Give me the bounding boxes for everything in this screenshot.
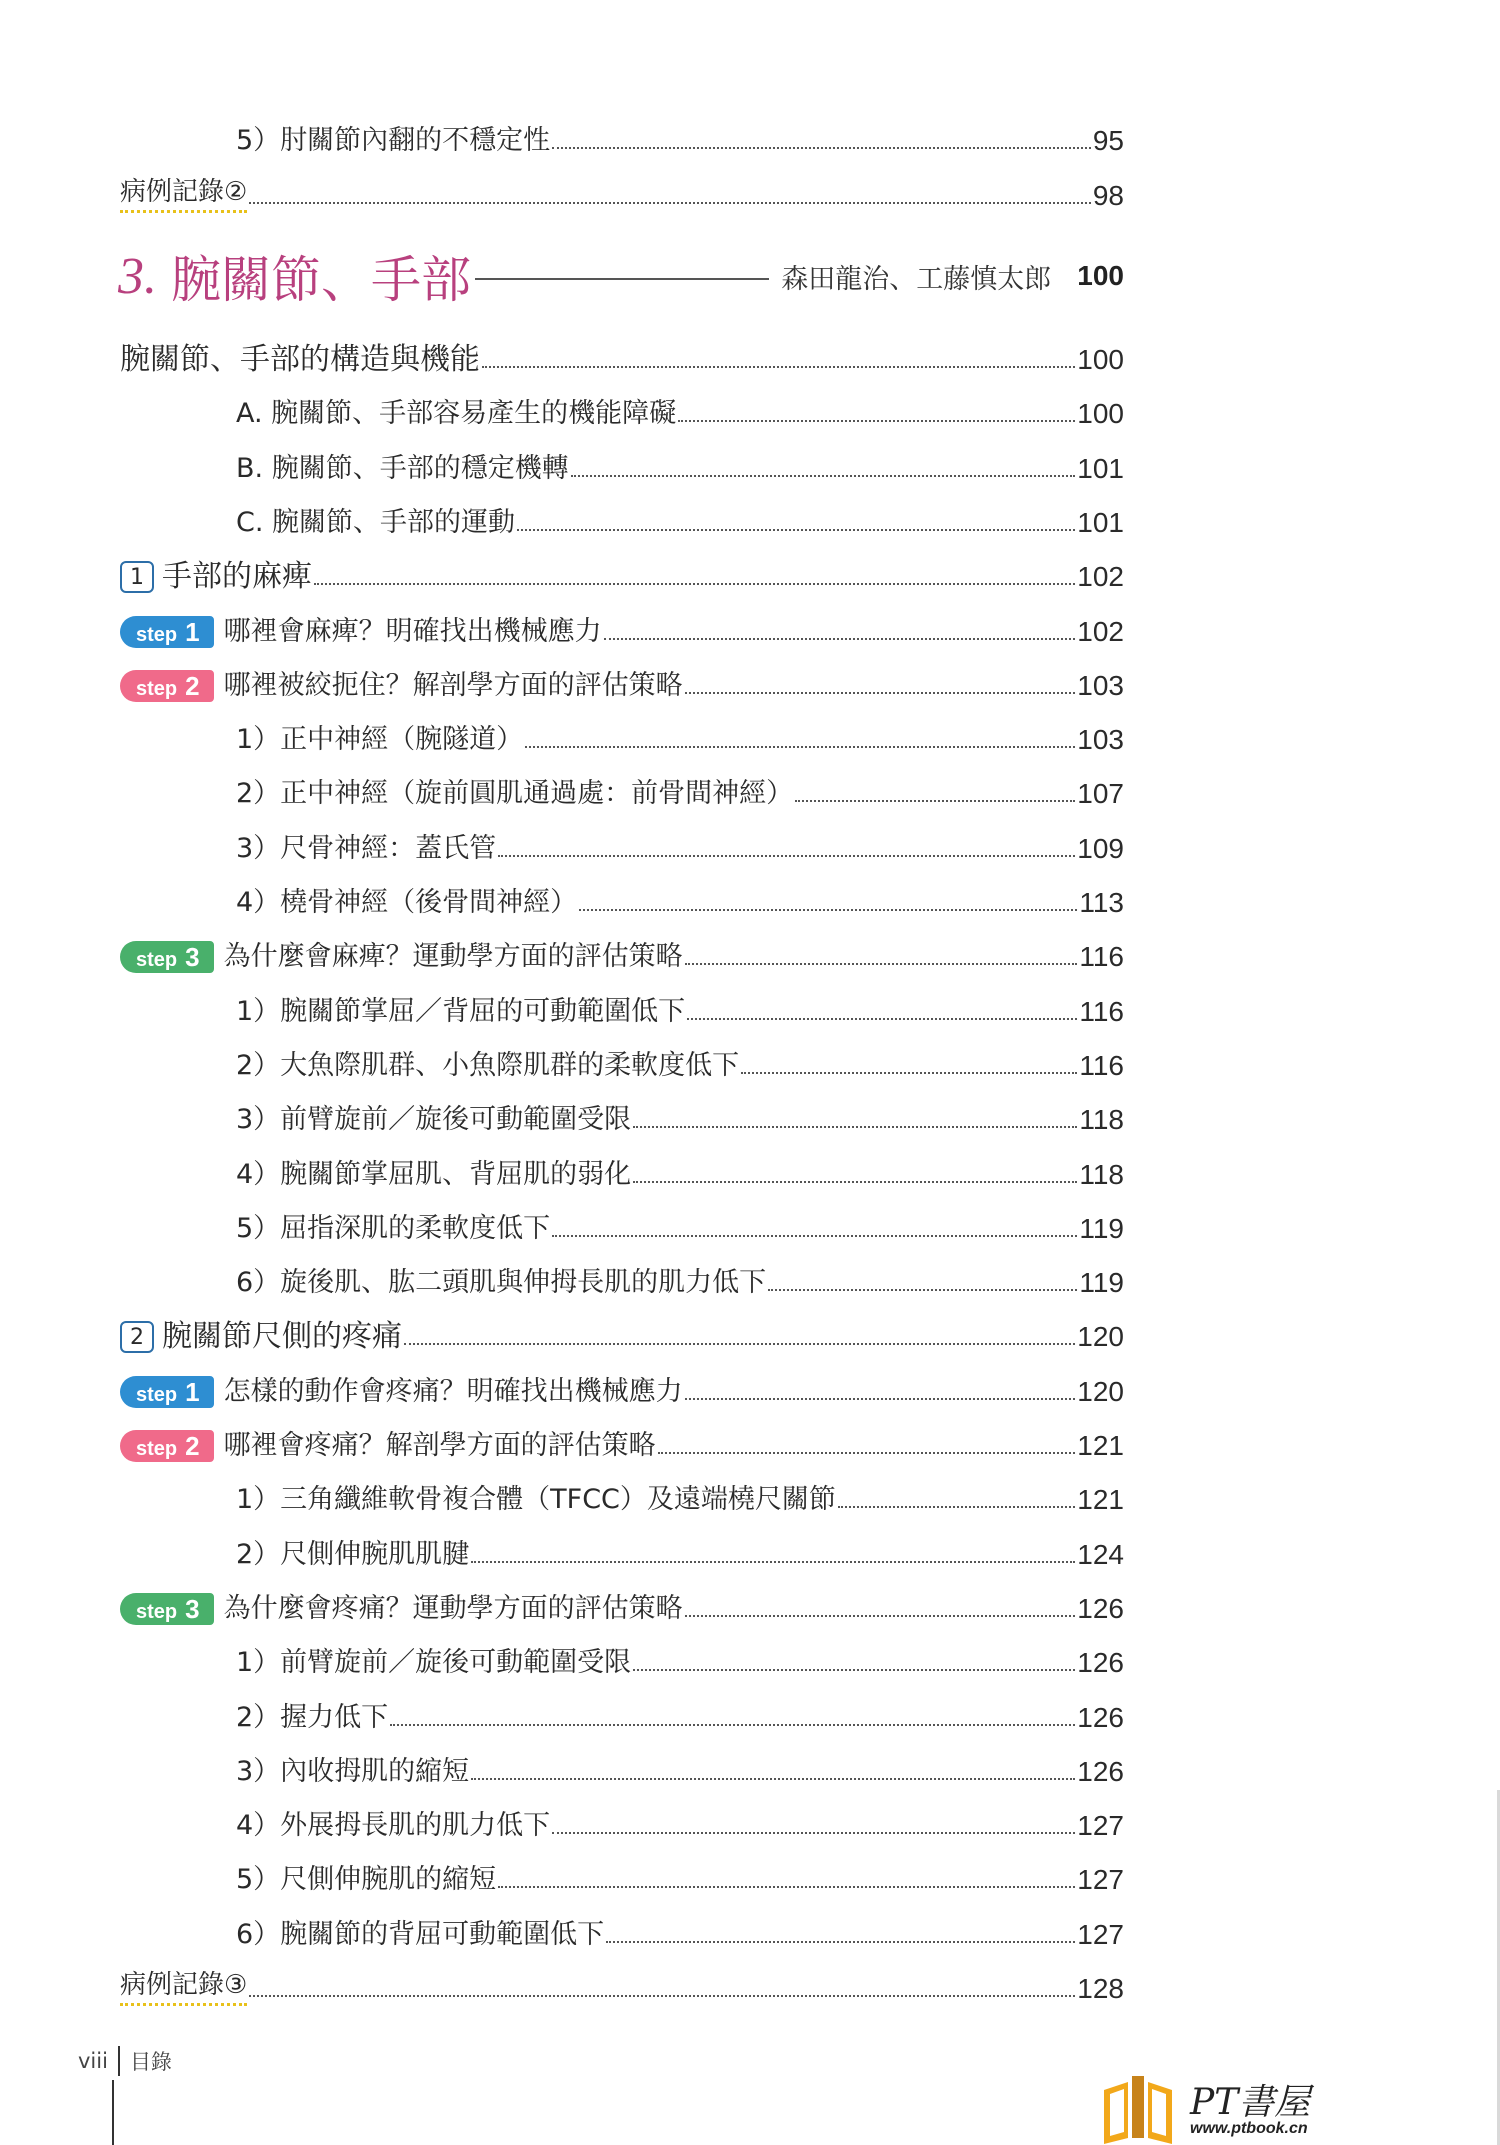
toc-entry[interactable]: [236, 1861, 1124, 1897]
toc-entry[interactable]: [120, 1427, 1124, 1463]
leader-dots: [658, 1452, 1076, 1454]
leader-dots: [482, 366, 1075, 368]
toc-entry-page: 118: [1079, 1159, 1124, 1190]
step-badge-text: step: [136, 1438, 178, 1460]
toc-entry-page: 101: [1077, 453, 1124, 484]
toc-entry[interactable]: [236, 122, 1124, 158]
leader-dots: [685, 692, 1076, 694]
toc-entry[interactable]: [120, 558, 1124, 594]
leader-dots: [390, 1724, 1075, 1726]
toc-entry-page: 116: [1079, 1050, 1124, 1081]
toc-entry-page: 107: [1077, 778, 1124, 809]
toc-entry-page: 126: [1077, 1647, 1124, 1678]
leader-dots: [552, 1832, 1075, 1834]
toc-entry-label: 5）肘關節內翻的不穩定性: [236, 125, 551, 156]
leader-dots: [498, 1886, 1075, 1888]
watermark-logo: [1098, 2074, 1338, 2144]
toc-entry-page: 100: [1077, 344, 1124, 375]
toc-entry[interactable]: [120, 1318, 1124, 1354]
toc-entry[interactable]: [236, 1753, 1124, 1789]
toc-entry[interactable]: [236, 395, 1124, 431]
toc-entry-label: 手部的麻痺: [162, 559, 312, 594]
toc-entry[interactable]: [236, 993, 1124, 1029]
toc-entry-page: 119: [1079, 1267, 1124, 1298]
leader-dots: [685, 1398, 1076, 1400]
toc-entry-page: 126: [1077, 1593, 1124, 1624]
toc-entry[interactable]: [236, 1156, 1124, 1192]
book-icon: [1098, 2074, 1178, 2144]
step-badge-text: step: [136, 624, 178, 646]
toc-entry-label: 2）尺側伸腕肌肌腱: [236, 1539, 470, 1570]
chapter-authors: 森田龍治、工藤慎太郎: [781, 263, 1052, 295]
toc-entry-page: 113: [1079, 887, 1124, 918]
toc-entry-label: 3）尺骨神經：蓋氏管: [236, 833, 497, 864]
toc-entry-page: 103: [1077, 670, 1124, 701]
toc-entry-page: 100: [1077, 398, 1124, 429]
toc-entry[interactable]: [236, 830, 1124, 866]
step-badge: [120, 941, 214, 973]
toc-entry-label: 2）握力低下: [236, 1702, 389, 1733]
toc-entry-case-record[interactable]: [120, 177, 1124, 213]
step-badge-text: step: [136, 949, 178, 971]
logo-url: www.ptbook.cn: [1190, 2120, 1308, 2137]
leader-dots: [249, 202, 1091, 204]
leader-dots: [678, 420, 1075, 422]
toc-entry[interactable]: [236, 1210, 1124, 1246]
toc-entry-label: 5）屈指深肌的柔軟度低下: [236, 1213, 551, 1244]
toc-entry-label: 怎樣的動作會疼痛？明確找出機械應力: [223, 1376, 683, 1407]
toc-entry-page: 102: [1077, 616, 1124, 647]
margin-rule: [112, 2080, 114, 2145]
toc-entry-label: 4）外展拇長肌的肌力低下: [236, 1810, 551, 1841]
toc-entry-label: B. 腕關節、手部的穩定機轉: [236, 453, 569, 484]
step-badge-number: 1: [185, 617, 200, 647]
toc-entry-label: 病例記錄③: [120, 1968, 247, 2006]
toc-entry-label: 6）腕關節的背屈可動範圍低下: [236, 1919, 605, 1950]
toc-entry[interactable]: [236, 1916, 1124, 1952]
leader-dots: [498, 855, 1075, 857]
footer-section: 目錄: [129, 2050, 172, 2074]
toc-entry[interactable]: [236, 1536, 1124, 1572]
leader-dots: [552, 147, 1091, 149]
toc-entry[interactable]: [236, 1699, 1124, 1735]
toc-entry-label: 哪裡被絞扼住？解剖學方面的評估策略: [223, 670, 683, 701]
toc-entry-page: 127: [1077, 1810, 1124, 1841]
leader-dots: [525, 746, 1075, 748]
toc-entry-label: 病例記錄②: [120, 175, 247, 213]
step-badge: [120, 1430, 214, 1462]
toc-entry-page: 98: [1092, 180, 1124, 211]
step-badge-number: 2: [185, 1431, 200, 1461]
leader-dots: [838, 1506, 1075, 1508]
toc-entry[interactable]: [120, 1590, 1124, 1626]
leader-dots: [404, 1343, 1075, 1345]
toc-entry-label: 1）正中神經（腕隧道）: [236, 724, 524, 755]
chapter-rule: [475, 278, 769, 280]
toc-entry-label: 3）前臂旋前／旋後可動範圍受限: [236, 1104, 632, 1135]
toc-entry-label: 腕關節尺側的疼痛: [162, 1319, 402, 1354]
section-number-box: 2: [120, 1321, 154, 1353]
toc-entry-page: 103: [1077, 724, 1124, 755]
toc-entry[interactable]: [120, 1373, 1124, 1409]
toc-entry-label: 哪裡會麻痺？明確找出機械應力: [223, 616, 602, 647]
toc-entry[interactable]: [236, 504, 1124, 540]
step-badge-text: step: [136, 678, 178, 700]
chapter-heading[interactable]: [118, 236, 1124, 316]
toc-entry[interactable]: [236, 775, 1124, 811]
toc-entry-page: 124: [1077, 1539, 1124, 1570]
chapter-number: 3.: [118, 247, 157, 305]
toc-entry-page: 121: [1077, 1484, 1124, 1515]
toc-entry-page: 116: [1079, 941, 1124, 972]
toc-entry-page: 120: [1077, 1321, 1124, 1352]
toc-entry-label: 腕關節、手部的構造與機能: [120, 342, 480, 377]
section-number-box: 1: [120, 561, 154, 593]
chapter-title: 腕關節、手部: [171, 251, 471, 309]
toc-entry-label: 1）三角纖維軟骨複合體（TFCC）及遠端橈尺關節: [236, 1484, 836, 1515]
toc-entry-label: 4）橈骨神經（後骨間神經）: [236, 887, 578, 918]
toc-entry-page: 116: [1079, 996, 1124, 1027]
toc-entry-page: 101: [1077, 507, 1124, 538]
leader-dots: [471, 1778, 1075, 1780]
leader-dots: [249, 1995, 1075, 1997]
step-badge: [120, 670, 214, 702]
leader-dots: [552, 1235, 1077, 1237]
logo-text: PT書屋: [1190, 2082, 1311, 2123]
step-badge-number: 3: [185, 1594, 200, 1624]
toc-entry-label: 2）正中神經（旋前圓肌通過處：前骨間神經）: [236, 778, 794, 809]
toc-entry-label: A. 腕關節、手部容易產生的機能障礙: [236, 398, 677, 429]
toc-entry-label: 哪裡會疼痛？解剖學方面的評估策略: [223, 1430, 656, 1461]
step-badge: [120, 1593, 214, 1625]
page-number: viii: [78, 2049, 108, 2073]
toc-entry[interactable]: [120, 341, 1124, 377]
leader-dots: [579, 909, 1077, 911]
chapter-page: 100: [1077, 260, 1124, 291]
toc-entry[interactable]: [236, 884, 1124, 920]
step-badge-text: step: [136, 1601, 178, 1623]
toc-entry-page: 127: [1077, 1864, 1124, 1895]
leader-dots: [687, 1018, 1077, 1020]
toc-entry[interactable]: [236, 1101, 1124, 1137]
toc-entry-page: 126: [1077, 1756, 1124, 1787]
step-badge-number: 3: [185, 942, 200, 972]
toc-entry-label: 3）內收拇肌的縮短: [236, 1756, 470, 1787]
step-badge-text: step: [136, 1384, 178, 1406]
toc-entry[interactable]: [236, 1807, 1124, 1843]
toc-entry[interactable]: [236, 450, 1124, 486]
leader-dots: [768, 1289, 1077, 1291]
step-badge: [120, 616, 214, 648]
leader-dots: [741, 1072, 1077, 1074]
leader-dots: [685, 963, 1078, 965]
toc-entry-page: 127: [1077, 1919, 1124, 1950]
toc-entry[interactable]: [120, 1970, 1124, 2006]
page-footer: [78, 2046, 172, 2076]
toc-entry-page: 120: [1077, 1376, 1124, 1407]
leader-dots: [571, 475, 1076, 477]
step-badge: [120, 1376, 214, 1408]
leader-dots: [606, 1941, 1075, 1943]
toc-entry[interactable]: [120, 613, 1124, 649]
leader-dots: [633, 1181, 1077, 1183]
toc-entry-page: 102: [1077, 561, 1124, 592]
toc-entry-page: 126: [1077, 1702, 1124, 1733]
leader-dots: [604, 638, 1076, 640]
toc-entry-page: 119: [1079, 1213, 1124, 1244]
toc-entry-label: 為什麼會疼痛？運動學方面的評估策略: [223, 1593, 683, 1624]
leader-dots: [795, 800, 1075, 802]
toc-entry-label: 6）旋後肌、肱二頭肌與伸拇長肌的肌力低下: [236, 1267, 767, 1298]
step-badge-number: 2: [185, 671, 200, 701]
toc-entry[interactable]: [236, 1481, 1124, 1517]
toc-entry-page: 118: [1079, 1104, 1124, 1135]
leader-dots: [314, 583, 1075, 585]
leader-dots: [517, 529, 1075, 531]
footer-divider: [118, 2046, 120, 2076]
toc-entry[interactable]: [236, 1264, 1124, 1300]
toc-entry[interactable]: [236, 1644, 1124, 1680]
leader-dots: [471, 1561, 1075, 1563]
toc-entry[interactable]: [120, 938, 1124, 974]
toc-entry-label: 2）大魚際肌群、小魚際肌群的柔軟度低下: [236, 1050, 740, 1081]
toc-entry[interactable]: [236, 1047, 1124, 1083]
toc-entry-label: 4）腕關節掌屈肌、背屈肌的弱化: [236, 1159, 632, 1190]
toc-entry-page: 121: [1077, 1430, 1124, 1461]
toc-entry[interactable]: [120, 667, 1124, 703]
toc-entry-label: 1）腕關節掌屈／背屈的可動範圍低下: [236, 996, 686, 1027]
toc-entry-label: C. 腕關節、手部的運動: [236, 507, 516, 538]
toc-entry-page: 128: [1077, 1973, 1124, 2004]
toc-entry-page: 109: [1077, 833, 1124, 864]
leader-dots: [633, 1669, 1075, 1671]
leader-dots: [633, 1126, 1077, 1128]
leader-dots: [685, 1615, 1076, 1617]
toc-entry-label: 1）前臂旋前／旋後可動範圍受限: [236, 1647, 632, 1678]
toc-entry-page: 95: [1092, 125, 1124, 156]
toc-entry[interactable]: [236, 721, 1124, 757]
step-badge-number: 1: [185, 1377, 200, 1407]
toc-entry-label: 為什麼會麻痺？運動學方面的評估策略: [223, 941, 683, 972]
toc-entry-label: 5）尺側伸腕肌的縮短: [236, 1864, 497, 1895]
